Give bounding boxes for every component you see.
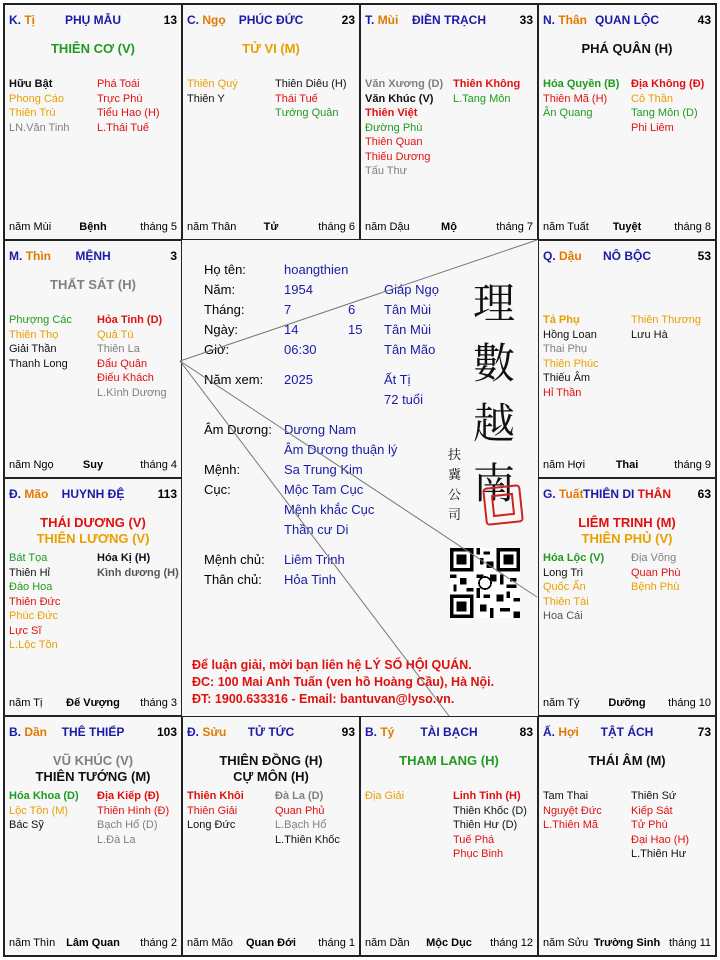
year-label: năm Ngọ bbox=[9, 459, 54, 471]
life-stage: Bệnh bbox=[79, 221, 107, 233]
contact-address: ĐC: 100 Mai Anh Tuấn (ven hồ Hoàng Cầu), Hà Nội. bbox=[192, 675, 495, 689]
minor-star: Long Trì bbox=[543, 566, 584, 579]
minor-star: Đào Hoa bbox=[9, 581, 53, 593]
calligraphy-char: 越 bbox=[472, 399, 515, 448]
stem-label: K. bbox=[9, 13, 21, 27]
minor-star: Tấu Thư bbox=[365, 165, 408, 177]
minor-star: Phượng Các bbox=[9, 314, 72, 326]
minor-star: Đại Hao (H) bbox=[631, 833, 690, 846]
seal-char: 冀 bbox=[448, 468, 462, 483]
stem-label: M. bbox=[9, 249, 23, 263]
minor-star: Phục Binh bbox=[453, 848, 504, 860]
life-stage: Mộ bbox=[441, 221, 457, 233]
minor-star: Thiên Quan bbox=[365, 136, 423, 148]
seal-char: 司 bbox=[448, 508, 462, 523]
minor-star: Đẩu Quân bbox=[97, 357, 148, 370]
amduong-value: Dương Nam bbox=[284, 422, 357, 437]
minor-star: Hoa Cái bbox=[543, 610, 583, 622]
month-solar: 7 bbox=[284, 302, 292, 317]
minor-star: L.Tang Môn bbox=[453, 92, 511, 105]
minor-star: Thiên Đức bbox=[9, 595, 61, 608]
branch-label: Thìn bbox=[25, 249, 52, 263]
menh-label: Mệnh: bbox=[204, 462, 241, 477]
branch-label: Mùi bbox=[377, 13, 399, 27]
year-label: năm Hợi bbox=[543, 459, 586, 471]
minor-star: Quốc Ấn bbox=[543, 581, 586, 593]
menh-value: Sa Trung Kim bbox=[284, 462, 363, 477]
minor-star: Tang Môn (D) bbox=[631, 107, 698, 119]
life-stage: Tuyệt bbox=[612, 221, 642, 233]
minor-star: Thiên Hỉ bbox=[9, 566, 50, 579]
minor-star: Thiên Phúc bbox=[543, 357, 599, 370]
minor-star: Văn Xương (D) bbox=[365, 78, 444, 90]
palace-age-number: 23 bbox=[341, 13, 355, 27]
than-chu-label: Thân chủ: bbox=[204, 572, 262, 587]
life-stage: Thai bbox=[615, 459, 639, 471]
minor-star: Đà La (D) bbox=[275, 790, 324, 802]
minor-star: Tiểu Hao (H) bbox=[97, 107, 160, 119]
year-label: Năm: bbox=[204, 282, 236, 297]
minor-star: Nguyệt Đức bbox=[543, 804, 602, 817]
minor-star: Thiên Sứ bbox=[631, 790, 677, 802]
minor-star: Thiên Mã (H) bbox=[543, 92, 608, 105]
cuc-label: Cục: bbox=[204, 482, 231, 497]
branch-label: Tý bbox=[380, 725, 395, 739]
minor-star: Kiếp Sát bbox=[631, 804, 673, 817]
stem-label: B. bbox=[9, 725, 21, 739]
contact-line-1: Để luận giải, mời bạn liên hệ LÝ SỐ HỘI QUÁN. bbox=[192, 658, 472, 672]
menh-chu-label: Mệnh chủ: bbox=[204, 552, 265, 567]
minor-star: Địa Kiếp (Đ) bbox=[97, 790, 160, 802]
calligraphy-char: 理 bbox=[472, 279, 515, 328]
calligraphy-char: 南 bbox=[472, 459, 515, 508]
than-chu-value: Hỏa Tinh bbox=[284, 572, 337, 587]
minor-star: Thiên Diêu (H) bbox=[275, 78, 347, 90]
month-label: Tháng: bbox=[204, 302, 245, 317]
minor-star: Thiên Hư (D) bbox=[453, 819, 518, 831]
minor-star: Lưu Hà bbox=[631, 328, 668, 341]
minor-star: L.Lộc Tồn bbox=[9, 639, 58, 651]
minor-star: Hóa Quyền (B) bbox=[543, 78, 620, 90]
minor-star: Quan Phù bbox=[631, 566, 681, 579]
minor-star: Tả Phụ bbox=[543, 314, 580, 326]
view-year-can: Ất Tị bbox=[384, 372, 411, 387]
year-label: năm Sửu bbox=[543, 937, 589, 949]
palace-title: THÊ THIẾP bbox=[61, 725, 125, 739]
year-label: năm Thìn bbox=[9, 937, 56, 949]
name-label: Họ tên: bbox=[204, 262, 246, 277]
branch-label: Dậu bbox=[559, 249, 582, 263]
minor-star: Thiên Tài bbox=[543, 595, 589, 608]
year-value: 1954 bbox=[284, 282, 313, 297]
palace-title: TẬT ÁCH bbox=[600, 725, 654, 739]
minor-star: Thiên Khốc (D) bbox=[453, 804, 527, 817]
day-label: Ngày: bbox=[204, 322, 238, 337]
month-label: tháng 4 bbox=[140, 459, 177, 471]
year-label: năm Tị bbox=[9, 697, 43, 709]
palace-age-number: 33 bbox=[519, 13, 533, 27]
life-stage: Trường Sinh bbox=[593, 937, 661, 949]
main-star: PHÁ QUÂN (H) bbox=[581, 41, 673, 56]
palace-title: HUYNH ĐỆ bbox=[61, 487, 125, 501]
view-year-label: Năm xem: bbox=[204, 372, 264, 387]
view-year-value: 2025 bbox=[284, 372, 313, 387]
menh-chu-value: Liêm Trinh bbox=[284, 552, 345, 567]
palace-age-number: 13 bbox=[163, 13, 177, 27]
palace-age-number: 113 bbox=[157, 487, 177, 501]
main-star: THÁI DƯƠNG (V) bbox=[40, 515, 146, 530]
minor-star: Long Đức bbox=[187, 819, 236, 831]
minor-star: Thiên Thương bbox=[631, 314, 702, 326]
branch-label: Thân bbox=[558, 13, 588, 27]
branch-label: Ngọ bbox=[202, 13, 226, 27]
minor-star: Thiên Không bbox=[453, 78, 521, 90]
month-label: tháng 9 bbox=[674, 459, 711, 471]
month-label: tháng 10 bbox=[668, 697, 711, 709]
minor-star: Địa Không (Đ) bbox=[631, 78, 705, 90]
minor-star: Thiếu Âm bbox=[543, 372, 591, 384]
palace-title: TỬ TỨC bbox=[247, 725, 295, 739]
life-stage: Lâm Quan bbox=[66, 937, 120, 949]
palace-age-number: 53 bbox=[697, 249, 711, 263]
minor-star: Thiên Hình (Đ) bbox=[97, 804, 170, 817]
minor-star: L.Thiên Hư bbox=[631, 848, 687, 860]
year-label: năm Dậu bbox=[365, 221, 410, 233]
minor-star: Phá Toái bbox=[97, 78, 140, 90]
month-label: tháng 3 bbox=[140, 697, 177, 709]
minor-star: Địa Giải bbox=[365, 790, 405, 802]
palace-age-number: 3 bbox=[170, 249, 177, 263]
main-star: THẤT SÁT (H) bbox=[50, 277, 136, 292]
palace-age-number: 83 bbox=[519, 725, 533, 739]
palace-title: NÔ BỘC bbox=[603, 249, 651, 263]
seal-char: 公 bbox=[448, 488, 462, 503]
minor-star: Tướng Quân bbox=[275, 107, 339, 119]
minor-star: Thiên Thọ bbox=[9, 328, 59, 341]
minor-star: Lộc Tồn (M) bbox=[9, 804, 69, 817]
minor-star: Thiên Giải bbox=[187, 804, 238, 817]
minor-star: Phúc Đức bbox=[9, 610, 58, 622]
minor-star: Phi Liêm bbox=[631, 121, 674, 134]
palace-title: ĐIỀN TRẠCH bbox=[412, 13, 486, 27]
stem-label: C. bbox=[187, 13, 199, 27]
hour-value: 06:30 bbox=[284, 342, 317, 357]
palace-title: MỆNH bbox=[75, 249, 111, 263]
minor-star: Tử Phù bbox=[631, 819, 668, 831]
minor-star: Văn Khúc (V) bbox=[365, 92, 434, 105]
main-star: THÁI ÂM (M) bbox=[588, 753, 666, 768]
year-can: Giáp Ngọ bbox=[384, 282, 439, 297]
palace-age-number: 43 bbox=[697, 13, 711, 27]
minor-star: L.Thiên Khốc bbox=[275, 833, 340, 846]
cuc-note: Mệnh khắc Cục bbox=[284, 502, 375, 517]
minor-star: Thái Tuế bbox=[275, 92, 318, 105]
minor-star: Hóa Khoa (D) bbox=[9, 790, 79, 802]
branch-label: Hợi bbox=[558, 725, 579, 739]
palace-age-number: 73 bbox=[697, 725, 711, 739]
day-can: Tân Mùi bbox=[384, 322, 431, 337]
minor-star: L.Bạch Hổ bbox=[275, 819, 327, 831]
seal-char: 扶 bbox=[448, 448, 462, 463]
palace-title: THIÊN DI bbox=[582, 487, 635, 501]
minor-star: Cô Thần bbox=[631, 92, 673, 105]
year-label: năm Thân bbox=[187, 221, 237, 233]
stem-label: Đ. bbox=[9, 487, 21, 501]
month-label: tháng 8 bbox=[674, 221, 711, 233]
stem-label: Đ. bbox=[187, 725, 199, 739]
hour-label: Giờ: bbox=[204, 342, 230, 357]
minor-star: L.Thái Tuế bbox=[97, 121, 149, 134]
minor-star: Kình dương (H) bbox=[97, 566, 179, 579]
minor-star: Bát Tọa bbox=[9, 552, 48, 564]
minor-star: Hóa Lộc (V) bbox=[543, 552, 605, 564]
main-star: THIÊN ĐỒNG (H) bbox=[219, 753, 323, 768]
month-label: tháng 5 bbox=[140, 221, 177, 233]
month-lunar: 6 bbox=[348, 302, 356, 317]
stem-label: T. bbox=[365, 13, 375, 27]
minor-star: Phong Cáo bbox=[9, 92, 65, 105]
minor-star: Bác Sỹ bbox=[9, 819, 44, 831]
stem-label: Ấ. bbox=[543, 725, 555, 739]
branch-label: Mão bbox=[24, 487, 49, 501]
palace-title: TÀI BẠCH bbox=[420, 725, 478, 739]
hour-can: Tân Mão bbox=[384, 342, 436, 357]
month-label: tháng 6 bbox=[318, 221, 355, 233]
minor-star: Bệnh Phù bbox=[631, 581, 680, 593]
palace-title: PHỤ MẪU bbox=[65, 13, 121, 27]
contact-phone-email[interactable]: ĐT: 1900.633316 - Email: bantuvan@lyso.vn. bbox=[192, 692, 455, 706]
life-stage: Quan Đới bbox=[246, 937, 296, 949]
minor-star: Hỉ Thần bbox=[543, 386, 582, 399]
than-marker: THÂN bbox=[637, 487, 671, 501]
branch-label: Sửu bbox=[202, 725, 227, 739]
minor-star: L.Kình Dương bbox=[97, 386, 167, 399]
amduong-label: Âm Dương: bbox=[204, 422, 272, 437]
month-label: tháng 2 bbox=[140, 937, 177, 949]
main-star: VŨ KHÚC (V) bbox=[52, 753, 134, 768]
minor-star: Thiên Trù bbox=[9, 107, 56, 119]
life-stage: Đế Vượng bbox=[66, 697, 120, 709]
minor-star: Tam Thai bbox=[543, 790, 589, 802]
amduong-note: Âm Dương thuận lý bbox=[284, 442, 398, 457]
palace-age-number: 103 bbox=[156, 725, 177, 739]
month-label: tháng 7 bbox=[496, 221, 533, 233]
minor-star: Thiếu Dương bbox=[365, 150, 431, 163]
minor-star: Trực Phù bbox=[97, 92, 143, 105]
month-label: tháng 1 bbox=[318, 937, 355, 949]
minor-star: Lực Sĩ bbox=[9, 624, 42, 637]
branch-label: Tuất bbox=[559, 487, 584, 501]
month-label: tháng 12 bbox=[490, 937, 533, 949]
stem-label: Q. bbox=[543, 249, 556, 263]
stem-label: N. bbox=[543, 13, 555, 27]
minor-star: Điếu Khách bbox=[97, 372, 154, 384]
minor-star: Hóa Kị (H) bbox=[97, 552, 151, 564]
stem-label: B. bbox=[365, 725, 377, 739]
year-label: năm Mùi bbox=[9, 221, 52, 233]
month-can: Tân Mùi bbox=[384, 302, 431, 317]
minor-star: L.Thiên Mã bbox=[543, 819, 599, 831]
life-stage: Tử bbox=[263, 221, 279, 233]
minor-star: Quả Tú bbox=[97, 328, 134, 341]
main-star: CỰ MÔN (H) bbox=[233, 769, 309, 784]
life-stage: Mộc Dục bbox=[426, 937, 472, 949]
cuc-value: Mộc Tam Cục bbox=[284, 482, 364, 497]
main-star: TỬ VI (M) bbox=[242, 41, 300, 56]
branch-label: Dần bbox=[24, 725, 48, 739]
palace-title: PHÚC ĐỨC bbox=[238, 13, 304, 27]
palace-age-number: 93 bbox=[341, 725, 355, 739]
minor-star: Bạch Hổ (D) bbox=[97, 819, 158, 831]
minor-star: Thiên Quý bbox=[187, 78, 238, 90]
palace-title: QUAN LỘC bbox=[595, 13, 659, 27]
branch-label: Tị bbox=[24, 13, 36, 27]
main-star: THAM LANG (H) bbox=[399, 753, 499, 768]
than-cu-note: Thần cư Di bbox=[284, 522, 349, 537]
minor-star: Địa Võng bbox=[631, 552, 677, 564]
name-value: hoangthien bbox=[284, 262, 349, 277]
minor-star: Thanh Long bbox=[9, 357, 68, 370]
minor-star: Linh Tinh (H) bbox=[453, 790, 521, 802]
minor-star: Quan Phủ bbox=[275, 804, 325, 817]
minor-star: Hữu Bật bbox=[9, 78, 53, 90]
minor-star: Ân Quang bbox=[543, 107, 593, 119]
palace-age-number: 63 bbox=[697, 487, 711, 501]
age-value: 72 tuổi bbox=[384, 392, 424, 407]
life-stage: Suy bbox=[82, 459, 104, 471]
month-label: tháng 11 bbox=[668, 937, 711, 949]
minor-star: Tuế Phá bbox=[453, 833, 495, 846]
life-stage: Dưỡng bbox=[608, 697, 646, 709]
minor-star: Đường Phù bbox=[365, 121, 423, 134]
day-lunar: 15 bbox=[348, 322, 363, 337]
main-star: THIÊN PHỦ (V) bbox=[581, 531, 673, 546]
stem-label: G. bbox=[543, 487, 556, 501]
minor-star: Thai Phụ bbox=[543, 343, 588, 355]
day-solar: 14 bbox=[284, 322, 299, 337]
minor-star: Thiên Việt bbox=[365, 107, 418, 119]
minor-star: Thiên Y bbox=[187, 92, 225, 105]
main-star: THIÊN CƠ (V) bbox=[50, 41, 136, 56]
minor-star: Giải Thần bbox=[9, 343, 57, 355]
year-label: năm Mão bbox=[187, 937, 233, 949]
minor-star: Hồng Loan bbox=[543, 328, 597, 341]
year-label: năm Dần bbox=[365, 937, 410, 949]
minor-star: Hỏa Tinh (D) bbox=[97, 314, 163, 326]
main-star: LIÊM TRINH (M) bbox=[578, 515, 676, 530]
minor-star: LN.Văn Tinh bbox=[9, 121, 70, 134]
main-star: THIÊN TƯỚNG (M) bbox=[35, 769, 151, 784]
minor-star: Thiên Khôi bbox=[187, 790, 244, 802]
minor-star: L.Đà La bbox=[97, 833, 136, 846]
minor-star: Thiên La bbox=[97, 343, 140, 355]
calligraphy-char: 數 bbox=[472, 339, 515, 388]
year-label: năm Tý bbox=[543, 697, 580, 709]
year-label: năm Tuất bbox=[543, 221, 589, 233]
main-star: THIÊN LƯƠNG (V) bbox=[36, 531, 150, 546]
